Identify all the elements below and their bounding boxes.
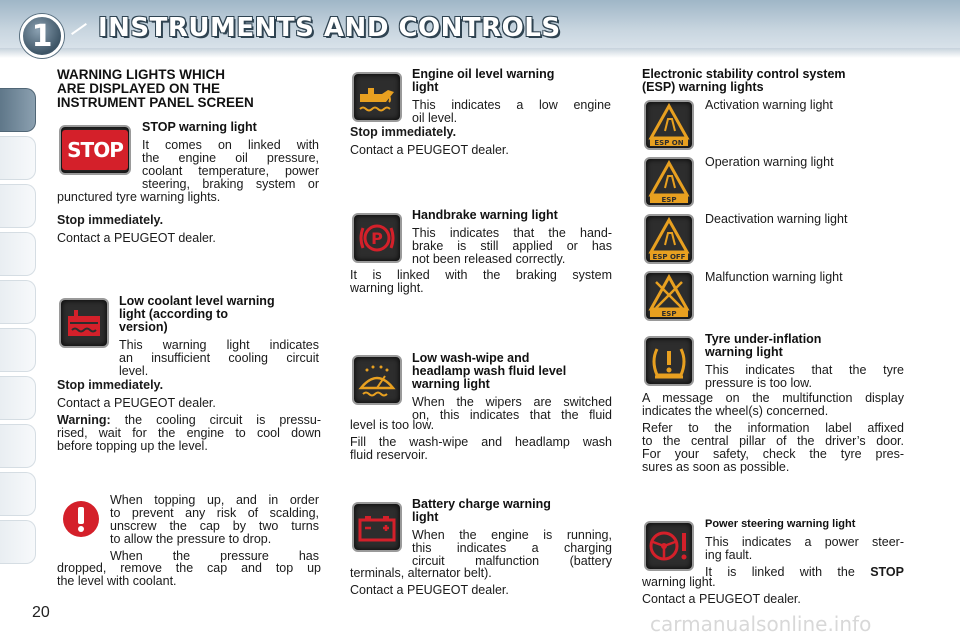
watermark: carmanualsonline.info bbox=[650, 612, 872, 636]
esp-malfunction-icon bbox=[644, 271, 694, 321]
tyre-pressure-icon bbox=[644, 336, 694, 386]
esp-operation-icon bbox=[644, 157, 694, 207]
power-steering-continued: warning light. Contact a PEUGEOT dealer. bbox=[642, 575, 801, 606]
chapter-tabs bbox=[0, 70, 40, 580]
stop-warning-section: STOP warning light It comes on linked with the engine oil pressure, coolant temperature, power steering, braking system or bbox=[142, 120, 319, 191]
section-title: WARNING LIGHTS WHICH ARE DISPLAYED ON THE INSTRUMENT PANEL SCREEN bbox=[57, 67, 254, 110]
power-steering-icon bbox=[644, 521, 694, 571]
stop-warning-title: STOP warning light bbox=[142, 120, 257, 134]
esp-activation-icon bbox=[644, 100, 694, 150]
washer-fluid-section: Low wash-wipe and headlamp wash fluid level warning light When the wipers are switched on, this indicates that the fluid bbox=[412, 351, 612, 422]
oil-level-continued: Stop immediately. Contact a PEUGEOT dealer. bbox=[350, 125, 509, 157]
oil-level-icon bbox=[352, 72, 402, 122]
esp-operation-label: Operation warning light bbox=[705, 155, 834, 169]
chapter-tab-6[interactable] bbox=[0, 328, 36, 372]
topping-up-note-continued: dropped, remove the cap and top up the level with coolant. bbox=[57, 561, 321, 588]
handbrake-continued: It is linked with the braking system warning light. bbox=[350, 268, 612, 295]
tyre-pressure-continued: A message on the multifunction display indicates the wheel(s) concerned. Refer to the information label affixed to the central pillar of the driver’s door. For your safety, check the tyre pres- sures as soon as possible. bbox=[642, 391, 904, 474]
chapter-title: INSTRUMENTS AND CONTROLS bbox=[98, 13, 561, 43]
esp-malfunction-label: Malfunction warning light bbox=[705, 270, 843, 284]
page-number: 20 bbox=[32, 604, 50, 621]
chapter-tab-7[interactable] bbox=[0, 376, 36, 420]
chapter-tab-9[interactable] bbox=[0, 472, 36, 516]
handbrake-section: Handbrake warning light This indicates that the hand- brake is still applied or has not been released correctly. bbox=[412, 208, 612, 266]
caution-icon bbox=[62, 500, 100, 543]
chapter-tab-10[interactable] bbox=[0, 520, 36, 564]
stop-warning-icon: STOP bbox=[59, 125, 131, 175]
chapter-tab-8[interactable] bbox=[0, 424, 36, 468]
esp-deactivation-icon bbox=[644, 214, 694, 264]
battery-charge-icon bbox=[352, 502, 402, 552]
coolant-warning-icon bbox=[59, 298, 109, 348]
esp-section-title: Electronic stability control system (ESP) warning lights bbox=[642, 67, 846, 94]
washer-fluid-icon bbox=[352, 355, 402, 405]
esp-activation-label: Activation warning light bbox=[705, 98, 833, 112]
tyre-pressure-section: Tyre under-inflation warning light This indicates that the tyre pressure is too low. bbox=[705, 332, 904, 390]
chapter-tab-4[interactable] bbox=[0, 232, 36, 276]
chapter-tab-1[interactable] bbox=[0, 88, 36, 132]
battery-charge-continued: terminals, alternator belt). Contact a PEUGEOT dealer. bbox=[350, 566, 509, 597]
coolant-warning-section: Low coolant level warning light (according to version) This warning light indicates an insufficient cooling circuit level. bbox=[119, 294, 319, 378]
svg-text:ESP OFF: ESP OFF bbox=[652, 253, 686, 261]
battery-charge-section: Battery charge warning light When the engine is running, this indicates a charging circuit malfunction (battery bbox=[412, 497, 612, 568]
chapter-tab-2[interactable] bbox=[0, 136, 36, 180]
coolant-warning-continued: Stop immediately. Contact a PEUGEOT dealer. Warning: the cooling circuit is pressu- rised, wait for the engine to cool down before topping up the level. bbox=[57, 378, 321, 453]
topping-up-note: When topping up, and in order to prevent any risk of scalding, unscrew the cap by two turns to allow the pressure to drop. When the pressure has bbox=[110, 493, 319, 563]
header-divider bbox=[0, 48, 960, 58]
chapter-tab-3[interactable] bbox=[0, 184, 36, 228]
svg-text:P: P bbox=[371, 229, 383, 248]
svg-text:ESP: ESP bbox=[661, 310, 677, 318]
power-steering-section: Power steering warning light This indicates a power steer- ing fault. It is linked with the STOP bbox=[705, 518, 904, 579]
chapter-number-badge: 1 bbox=[20, 14, 64, 58]
oil-level-section: Engine oil level warning light This indicates a low engine oil level. bbox=[412, 67, 611, 125]
stop-warning-continued: punctured tyre warning lights. Stop immediately. Contact a PEUGEOT dealer. bbox=[57, 190, 221, 245]
esp-deactivation-label: Deactivation warning light bbox=[705, 212, 848, 226]
handbrake-icon bbox=[352, 213, 402, 263]
chapter-tab-5[interactable] bbox=[0, 280, 36, 324]
svg-text:ESP: ESP bbox=[661, 196, 677, 204]
washer-fluid-continued: level is too low. Fill the wash-wipe and headlamp wash fluid reservoir. bbox=[350, 418, 612, 462]
svg-text:ESP ON: ESP ON bbox=[654, 139, 684, 147]
